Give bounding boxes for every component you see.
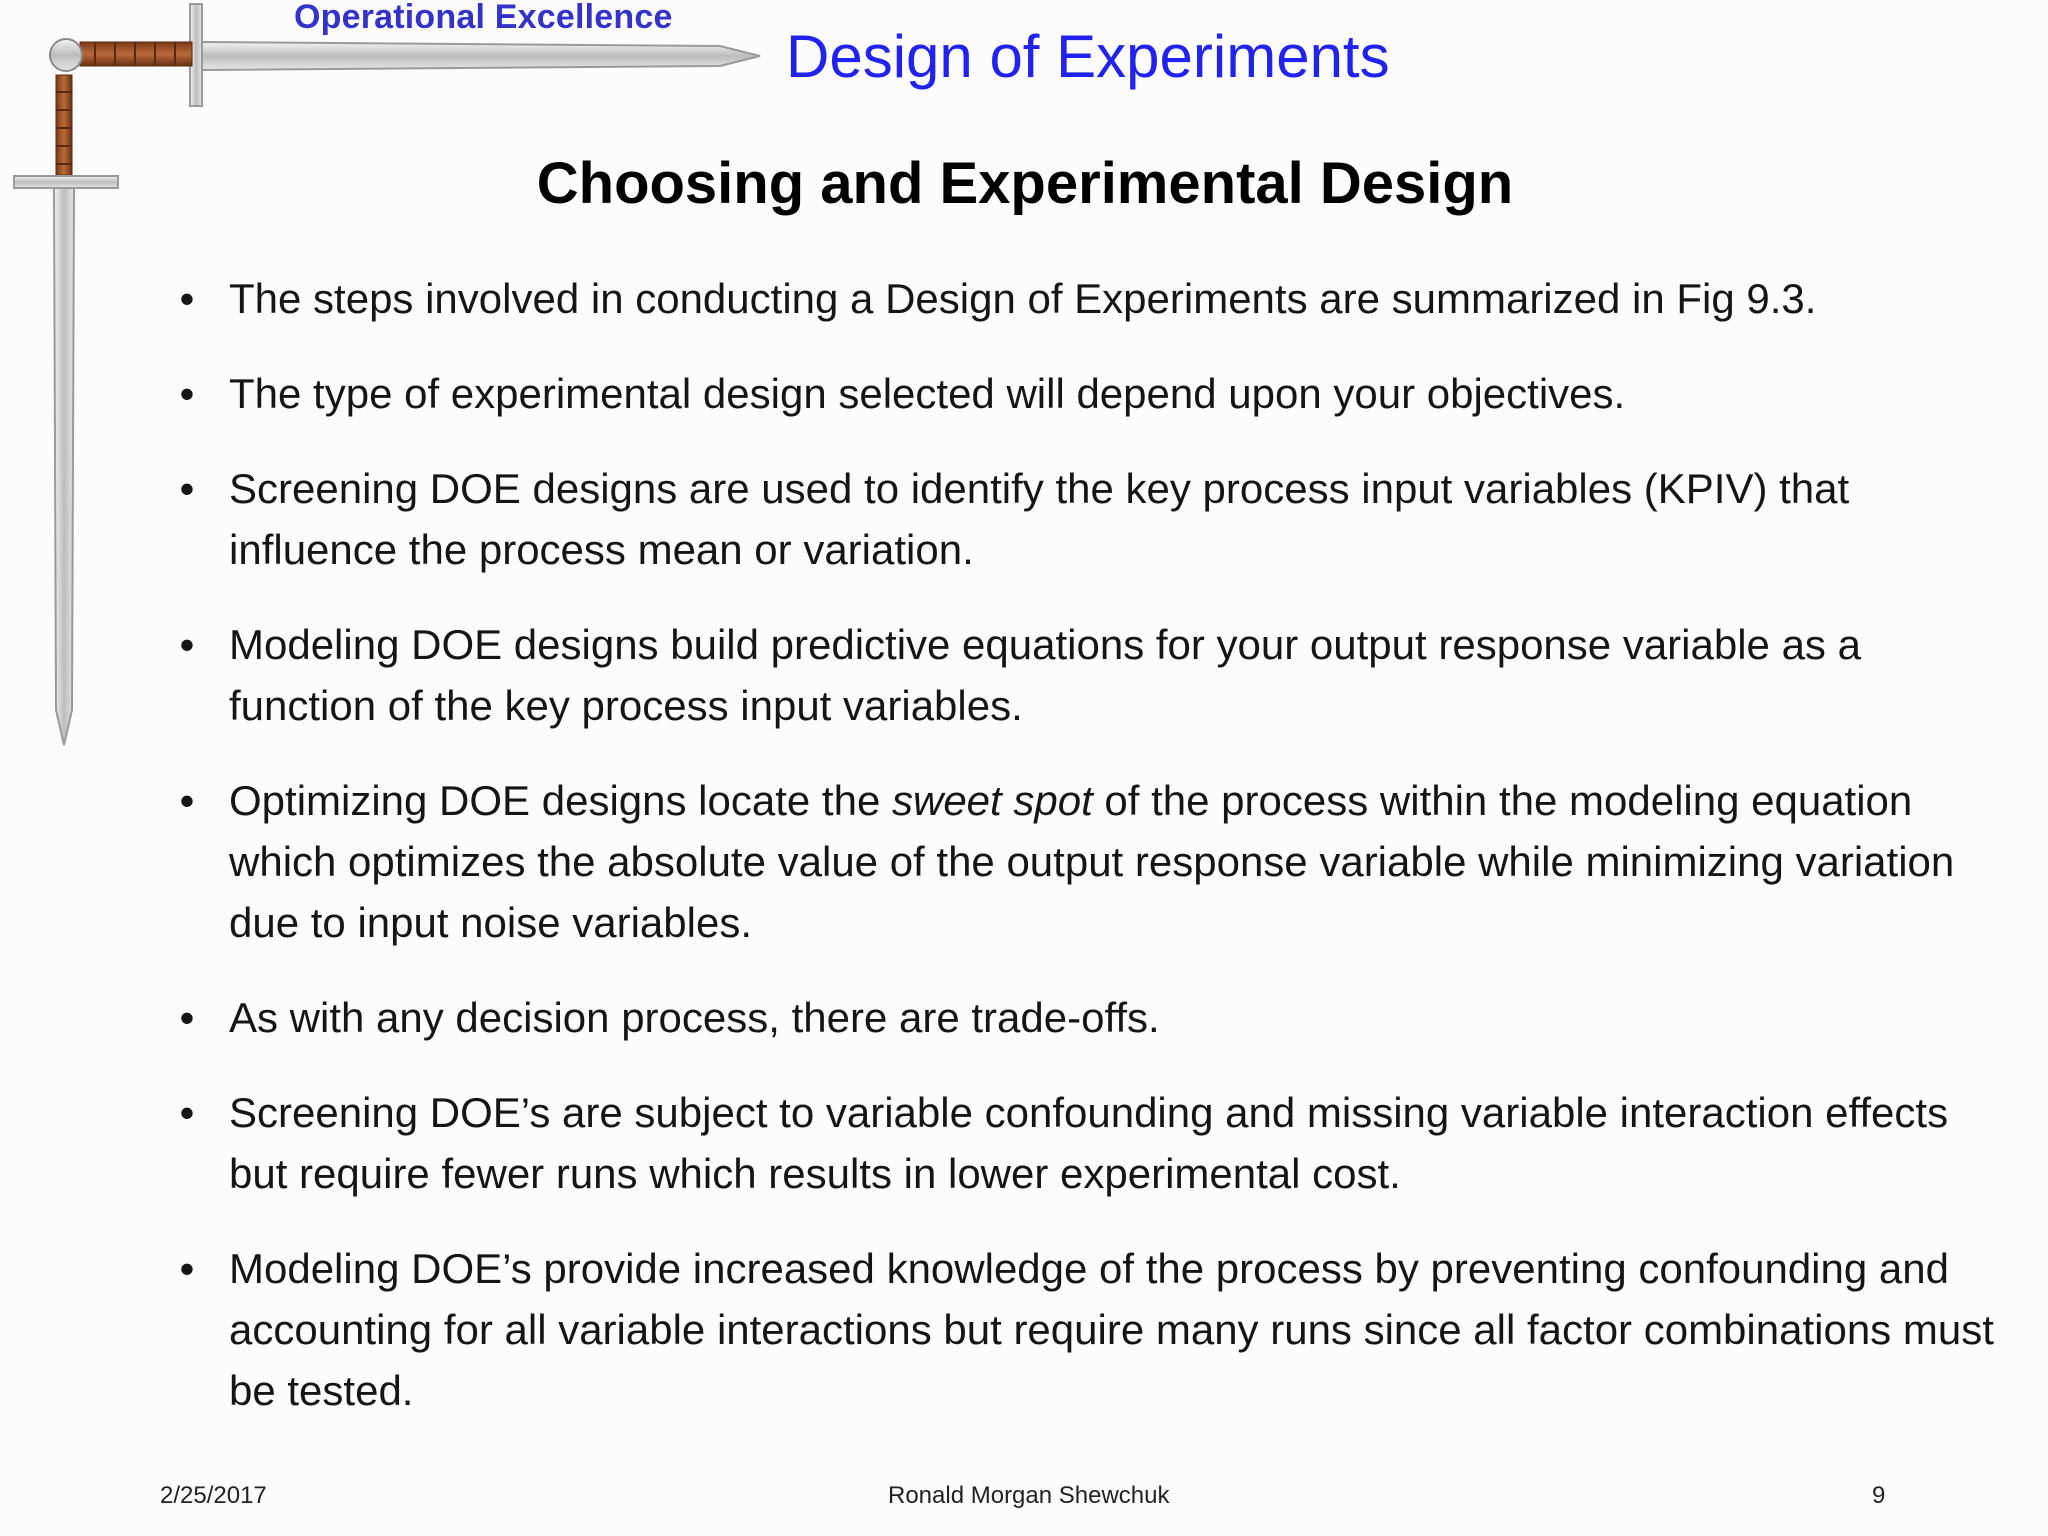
bullet-dot: • [179, 621, 195, 668]
bullet-list [175, 268, 2005, 1455]
bullet-dot: • [179, 370, 195, 417]
bullet-text: Screening DOE’s are subject to variable confounding and missing variable interaction effects but require fewer runs which results in lower experimental cost. [229, 1089, 1949, 1197]
bullet-item [175, 1238, 2005, 1421]
bullet-dot: • [179, 777, 195, 824]
bullet-item [175, 1082, 2005, 1204]
bullet-text: The steps involved in conducting a Design of Experiments are summarized in Fig 9.3. [229, 275, 1817, 322]
bullet-item [175, 363, 2005, 424]
bullet-text [229, 777, 1954, 946]
emphasis-text: sweet spot [891, 777, 1093, 824]
footer-author: Ronald Morgan Shewchuk [888, 1482, 1170, 1509]
bullet-text: Modeling DOE’s provide increased knowledge of the process by preventing confounding and accounting for all variable interactions but require many runs since all factor combinations must be tested. [229, 1245, 1994, 1414]
bullet-dot: • [179, 275, 195, 322]
slide-title: Choosing and Experimental Design [536, 151, 1514, 216]
footer-date: 2/25/2017 [160, 1482, 267, 1509]
bullet-item [175, 770, 2005, 953]
header-title: Design of Experiments [786, 23, 1390, 90]
bullet-text-part: Optimizing DOE designs locate the [229, 777, 892, 824]
bullet-dot: • [179, 1089, 195, 1136]
bullet-text: As with any decision process, there are trade-offs. [229, 994, 1160, 1041]
bullet-dot: • [179, 465, 195, 512]
page-number: 9 [1872, 1482, 1886, 1509]
bullet-item [175, 458, 2005, 580]
bullet-item [175, 268, 2005, 329]
bullet-text: Modeling DOE designs build predictive equations for your output response variable as a function of the key process input variables. [229, 621, 1861, 729]
bullet-item [175, 614, 2005, 736]
bullet-dot: • [179, 994, 195, 1041]
brand-label: Operational Excellence [294, 0, 673, 36]
bullet-text: The type of experimental design selected will depend upon your objectives. [229, 370, 1626, 417]
bullet-item [175, 987, 2005, 1048]
bullet-dot: • [179, 1245, 195, 1292]
bullet-text-part: of the process within the modeling equation which optimizes the absolute value of the output response variable while minimizing variation due to input noise variables. [229, 777, 1955, 946]
bullet-text: Screening DOE designs are used to identify the key process input variables (KPIV) that influence the process mean or variation. [229, 465, 1850, 573]
